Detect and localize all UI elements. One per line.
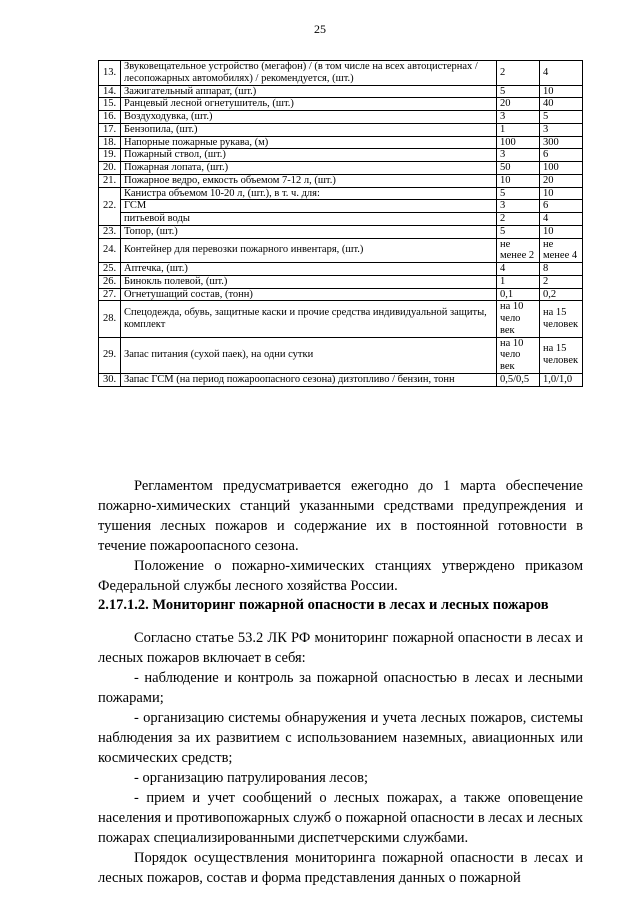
table-row bbox=[99, 213, 583, 226]
item-name-cell: Напорные пожарные рукава, (м) bbox=[121, 136, 497, 149]
row-number-cell: 23. bbox=[99, 225, 121, 238]
section-heading: 2.17.1.2. Мониторинг пожарной опасности в лесах и лесных пожаров bbox=[98, 597, 549, 613]
quantity-max-cell: 4 bbox=[540, 213, 583, 226]
quantity-max-cell: 1,0/1,0 bbox=[540, 373, 583, 386]
row-number-cell: 24. bbox=[99, 238, 121, 263]
item-name-cell: Зажигательный аппарат, (шт.) bbox=[121, 85, 497, 98]
quantity-min-cell: 3 bbox=[497, 111, 540, 124]
quantity-min-cell: 3 bbox=[497, 200, 540, 213]
table-row bbox=[99, 61, 583, 86]
table-row bbox=[99, 200, 583, 213]
quantity-max-cell: 10 bbox=[540, 85, 583, 98]
row-number-cell: 29. bbox=[99, 337, 121, 373]
quantity-min-cell: 1 bbox=[497, 275, 540, 288]
item-name-cell: Ранцевый лесной огнетушитель, (шт.) bbox=[121, 98, 497, 111]
paragraph-regulation-order: Положение о пожарно-химических станциях утверждено приказом Федеральной службы лесного хозяйства России. bbox=[98, 558, 583, 594]
regulation-text bbox=[98, 476, 583, 596]
quantity-max-cell: 2 bbox=[540, 275, 583, 288]
item-name-cell: Пожарная лопата, (шт.) bbox=[121, 162, 497, 175]
item-name-cell: Аптечка, (шт.) bbox=[121, 263, 497, 276]
item-name-cell: Огнетушащий состав, (тонн) bbox=[121, 288, 497, 301]
row-number-cell: 30. bbox=[99, 373, 121, 386]
item-name-cell: Бензопила, (шт.) bbox=[121, 123, 497, 136]
quantity-max-cell: 8 bbox=[540, 263, 583, 276]
item-name-cell: Пожарное ведро, емкость объемом 7-12 л, (шт.) bbox=[121, 174, 497, 187]
item-name-cell: Пожарный ствол, (шт.) bbox=[121, 149, 497, 162]
row-number-cell: 26. bbox=[99, 275, 121, 288]
quantity-min-cell: 0,1 bbox=[497, 288, 540, 301]
row-number-cell: 19. bbox=[99, 149, 121, 162]
table-row bbox=[99, 187, 583, 200]
quantity-min-cell: не менее 2 bbox=[497, 238, 540, 263]
row-number-cell: 20. bbox=[99, 162, 121, 175]
page-number: 25 bbox=[314, 22, 326, 36]
row-number-cell: 27. bbox=[99, 288, 121, 301]
table-row bbox=[99, 136, 583, 149]
quantity-max-cell: 100 bbox=[540, 162, 583, 175]
quantity-max-cell: 0,2 bbox=[540, 288, 583, 301]
quantity-min-cell: 5 bbox=[497, 225, 540, 238]
quantity-min-cell: на 10 чело век bbox=[497, 301, 540, 337]
table-row bbox=[99, 123, 583, 136]
quantity-min-cell: 5 bbox=[497, 187, 540, 200]
table-row bbox=[99, 288, 583, 301]
item-name-cell: Спецодежда, обувь, защитные каски и прочие средства индивидуальной защиты, комплект bbox=[121, 301, 497, 337]
table-row bbox=[99, 238, 583, 263]
table-row bbox=[99, 301, 583, 337]
quantity-max-cell: 10 bbox=[540, 225, 583, 238]
quantity-min-cell: на 10 чело век bbox=[497, 337, 540, 373]
table-row bbox=[99, 337, 583, 373]
paragraph-regulation: Регламентом предусматривается ежегодно до 1 марта обеспечение пожарно-химических станций указанными средствами предупреждения и тушения лесных пожаров и содержание их в постоянной готовности в течение пожароопасного сезона. bbox=[98, 478, 583, 554]
table-row bbox=[99, 162, 583, 175]
quantity-min-cell: 2 bbox=[497, 213, 540, 226]
row-number-cell: 14. bbox=[99, 85, 121, 98]
row-number-cell: 15. bbox=[99, 98, 121, 111]
quantity-min-cell: 4 bbox=[497, 263, 540, 276]
quantity-min-cell: 50 bbox=[497, 162, 540, 175]
list-item: - организацию системы обнаружения и учета лесных пожаров, системы наблюдения за их развитием с использованием наземных, авиационных или космических средств; bbox=[98, 710, 583, 766]
quantity-max-cell: 3 bbox=[540, 123, 583, 136]
quantity-max-cell: на 15 человек bbox=[540, 337, 583, 373]
quantity-max-cell: 4 bbox=[540, 61, 583, 86]
quantity-min-cell: 3 bbox=[497, 149, 540, 162]
quantity-max-cell: 5 bbox=[540, 111, 583, 124]
item-name-cell: Канистра объемом 10-20 л, (шт.), в т. ч. для: bbox=[121, 187, 497, 200]
row-number-cell: 22. bbox=[99, 187, 121, 225]
item-name-cell: Бинокль полевой, (шт.) bbox=[121, 275, 497, 288]
row-number-cell: 13. bbox=[99, 61, 121, 86]
quantity-min-cell: 2 bbox=[497, 61, 540, 86]
list-item: - организацию патрулирования лесов; bbox=[134, 770, 368, 786]
quantity-max-cell: 10 bbox=[540, 187, 583, 200]
quantity-max-cell: 20 bbox=[540, 174, 583, 187]
item-name-cell: Контейнер для перевозки пожарного инвентаря, (шт.) bbox=[121, 238, 497, 263]
quantity-max-cell: на 15 человек bbox=[540, 301, 583, 337]
row-number-cell: 17. bbox=[99, 123, 121, 136]
table-row bbox=[99, 85, 583, 98]
quantity-max-cell: не менее 4 bbox=[540, 238, 583, 263]
item-name-cell: питьевой воды bbox=[121, 213, 497, 226]
table-row bbox=[99, 225, 583, 238]
quantity-min-cell: 5 bbox=[497, 85, 540, 98]
table-row bbox=[99, 275, 583, 288]
quantity-min-cell: 100 bbox=[497, 136, 540, 149]
quantity-min-cell: 1 bbox=[497, 123, 540, 136]
item-name-cell: ГСМ bbox=[121, 200, 497, 213]
row-number-cell: 28. bbox=[99, 301, 121, 337]
monitoring-text bbox=[98, 628, 583, 888]
item-name-cell: Запас питания (сухой паек), на одни сутки bbox=[121, 337, 497, 373]
table-row bbox=[99, 174, 583, 187]
item-name-cell: Топор, (шт.) bbox=[121, 225, 497, 238]
paragraph-procedure: Порядок осуществления мониторинга пожарной опасности в лесах и лесных пожаров, состав и форма представления данных о пожарной bbox=[98, 850, 583, 886]
quantity-max-cell: 300 bbox=[540, 136, 583, 149]
item-name-cell: Звуковещательное устройство (мегафон) / (в том числе на всех автоцистернах / лесопожарных автомобилях) / рекомендуется, (шт.) bbox=[121, 61, 497, 86]
table-row bbox=[99, 149, 583, 162]
table-row bbox=[99, 373, 583, 386]
item-name-cell: Воздуходувка, (шт.) bbox=[121, 111, 497, 124]
row-number-cell: 16. bbox=[99, 111, 121, 124]
table-row bbox=[99, 263, 583, 276]
list-item: - наблюдение и контроль за пожарной опасностью в лесах и лесными пожарами; bbox=[98, 670, 583, 706]
quantity-min-cell: 0,5/0,5 bbox=[497, 373, 540, 386]
quantity-min-cell: 10 bbox=[497, 174, 540, 187]
table-row bbox=[99, 98, 583, 111]
row-number-cell: 21. bbox=[99, 174, 121, 187]
quantity-min-cell: 20 bbox=[497, 98, 540, 111]
row-number-cell: 25. bbox=[99, 263, 121, 276]
quantity-max-cell: 6 bbox=[540, 149, 583, 162]
list-item: - прием и учет сообщений о лесных пожарах, а также оповещение населения и противопожарных служб о пожарной опасности в лесах и лесных пожарах специализированными диспетчерскими службами. bbox=[98, 790, 583, 846]
item-name-cell: Запас ГСМ (на период пожароопасного сезона) дизтопливо / бензин, тонн bbox=[121, 373, 497, 386]
paragraph-article: Согласно статье 53.2 ЛК РФ мониторинг пожарной опасности в лесах и лесных пожаров включает в себя: bbox=[98, 630, 583, 666]
equipment-table bbox=[98, 60, 583, 387]
table-row bbox=[99, 111, 583, 124]
quantity-max-cell: 40 bbox=[540, 98, 583, 111]
row-number-cell: 18. bbox=[99, 136, 121, 149]
quantity-max-cell: 6 bbox=[540, 200, 583, 213]
